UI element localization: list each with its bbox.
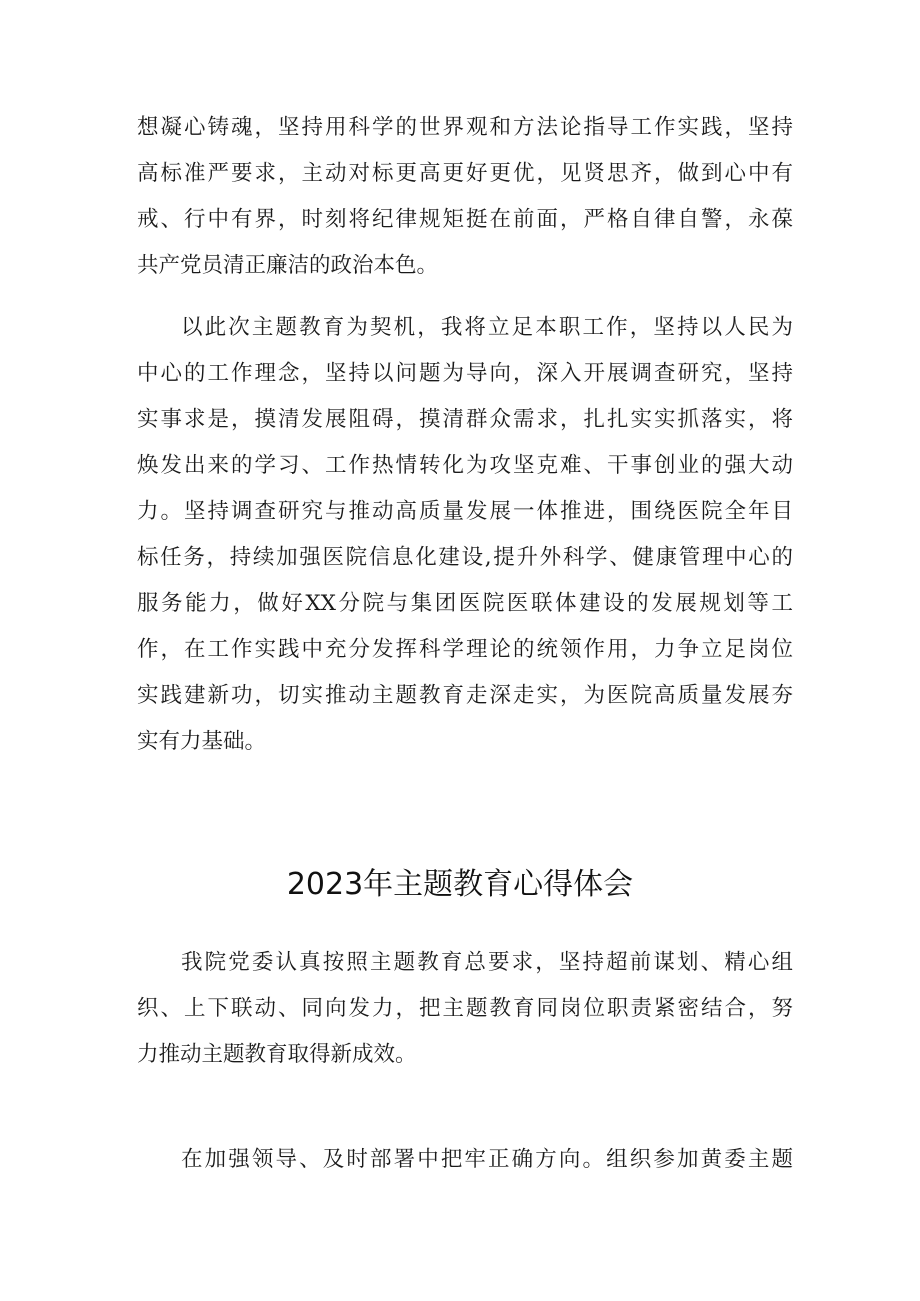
- paragraph-line: 实有力基础。: [137, 729, 267, 754]
- paragraph-line: 作，在工作实践中充分发挥科学理论的统领作用，力争立足岗位: [137, 637, 793, 662]
- paragraph-line: 以此次主题教育为契机，我将立足本职工作，坚持以人民为: [181, 315, 793, 340]
- paragraph-line: 力。坚持调查研究与推动高质量发展一体推进，围绕医院全年目: [137, 499, 793, 524]
- paragraph-line: 想凝心铸魂，坚持用科学的世界观和方法论指导工作实践，坚持: [137, 115, 793, 140]
- paragraph-continuation: [137, 105, 793, 289]
- paragraph-line: 标任务，持续加强医院信息化建设,提升外科学、健康管理中心的: [137, 545, 793, 570]
- paragraph-line: 力推动主题教育取得新成效。: [137, 1042, 417, 1067]
- paragraph-commitment: [137, 305, 793, 765]
- section-title: 2023年主题教育心得体会: [286, 867, 634, 903]
- paragraph-line: 焕发出来的学习、工作热情转化为攻坚克难、干事创业的强大动: [137, 453, 793, 478]
- paragraph-line: 实践建新功，切实推动主题教育走深走实，为医院高质量发展夯: [137, 683, 793, 708]
- paragraph-line: 戒、行中有界，时刻将纪律规矩挺在前面，严格自律自警，永葆: [137, 207, 793, 232]
- paragraph-leadership: [137, 1137, 793, 1183]
- paragraph-line: 高标准严要求，主动对标更高更好更优，见贤思齐，做到心中有: [137, 161, 793, 186]
- paragraph-line: 织、上下联动、同向发力，把主题教育同岗位职责紧密结合，努: [137, 996, 793, 1021]
- paragraph-line: 中心的工作理念，坚持以问题为导向，深入开展调查研究，坚持: [137, 361, 793, 386]
- paragraph-line: 实事求是，摸清发展阻碍，摸清群众需求，扎扎实实抓落实，将: [137, 407, 793, 432]
- paragraph-line: 我院党委认真按照主题教育总要求，坚持超前谋划、精心组: [181, 950, 793, 975]
- paragraph-intro: [137, 940, 793, 1078]
- paragraph-line: 在加强领导、及时部署中把牢正确方向。组织参加黄委主题: [181, 1147, 793, 1172]
- paragraph-line: 共产党员清正廉洁的政治本色。: [137, 253, 439, 278]
- paragraph-line: 服务能力，做好XX分院与集团医院医联体建设的发展规划等工: [137, 591, 793, 616]
